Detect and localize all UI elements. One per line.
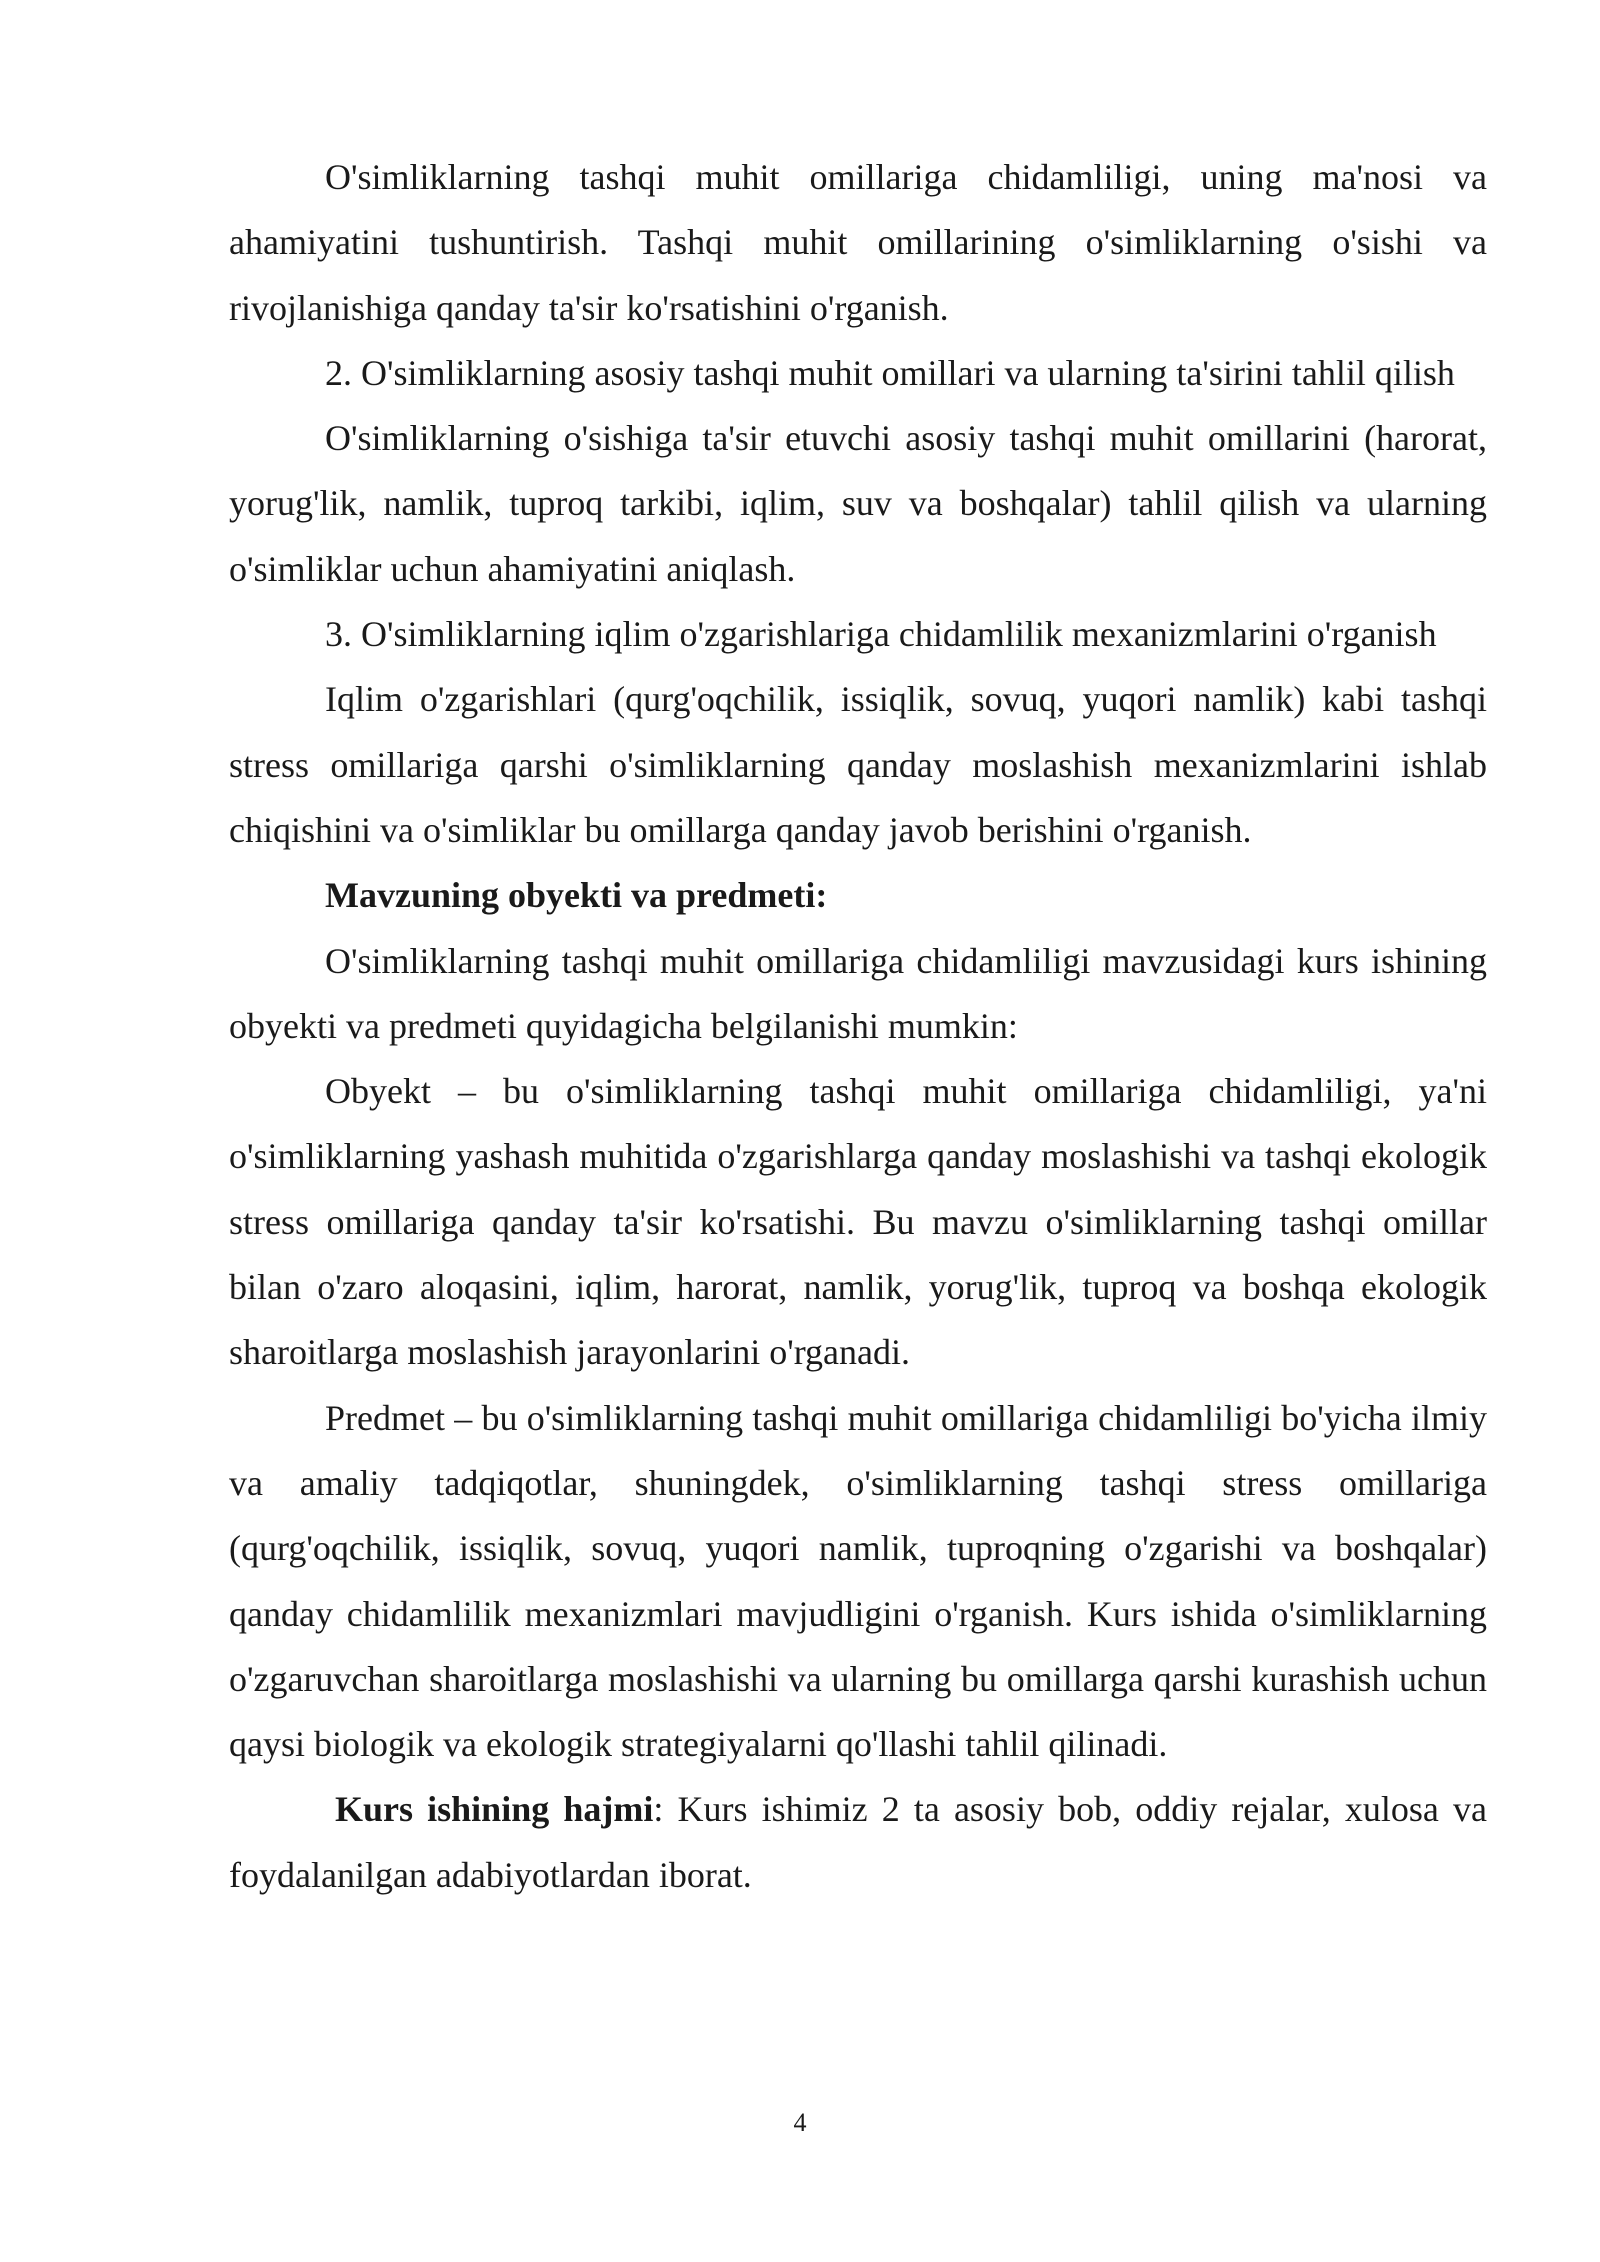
paragraph-task-2: O'simliklarning o'sishiga ta'sir etuvchi asosiy tashqi muhit omillarini (harorat, yorug'lik, namlik, tuproq tarkibi, iqlim, suv va boshqalar) tahlil qilish va ularning o'simliklar uchun ahamiyatini aniqlash. [229,418,1487,589]
task-2-heading: 2. O'simliklarning asosiy tashqi muhit omillari va ularning ta'sirini tahlil qilish [325,352,1455,393]
task-3-heading: 3. O'simliklarning iqlim o'zgarishlariga chidamlilik mexanizmlarini o'rganish [325,614,1437,655]
paragraph-course-volume [229,1777,1487,1908]
paragraph-object-subject-intro: O'simliklarning tashqi muhit omillariga chidamliligi mavzusidagi kurs ishining obyekti va predmeti quyidagicha belgilanishi mumkin: [229,940,1487,1046]
paragraph-task-3: Iqlim o'zgarishlari (qurg'oqchilik, issiqlik, sovuq, yuqori namlik) kabi tashqi stress omillariga qarshi o'simliklarning qanday moslashish mexanizmlarini ishlab chiqishini va o'simliklar bu omillarga qanday javob berishini o'rganish. [229,679,1487,850]
course-volume-text: Kurs ishimiz 2 ta asosiy bob, oddiy rejalar, xulosa va foydalanilgan adabiyotlardan iborat. [229,1789,1488,1895]
course-volume-label: Kurs ishining hajmi [335,1789,654,1830]
paragraph-purpose: O'simliklarning tashqi muhit omillariga chidamliligi, uning ma'nosi va ahamiyatini tushuntirish. Tashqi muhit omillarining o'simliklarning o'sishi va rivojlanishiga qanday ta'sir ko'rsatishini o'rganish. [229,157,1487,328]
object-subject-heading: Mavzuning obyekti va predmeti: [325,875,828,916]
page-text-body [229,145,1487,1908]
page-number: 4 [793,2108,807,2137]
paragraph-subject: Predmet – bu o'simliklarning tashqi muhit omillariga chidamliligi bo'yicha ilmiy va amaliy tadqiqotlar, shuningdek, o'simliklarning tashqi stress omillariga (qurg'oqchilik, issiqlik, sovuq, yuqori namlik, tuproqning o'zgarishi va boshqalar) qanday chidamlilik mexanizmlari mavjudligini o'rganish. Kurs ishida o'simliklarning o'zgaruvchan sharoitlarga moslashishi va ularning bu omillarga qarshi kurashish uchun qaysi biologik va ekologik strategiyalarni qo'llashi tahlil qilinadi. [229,1397,1487,1765]
paragraph-object: Obyekt – bu o'simliklarning tashqi muhit omillariga chidamliligi, ya'ni o'simliklarning yashash muhitida o'zgarishlarga qanday moslashishi va tashqi ekologik stress omillariga qanday ta'sir ko'rsatishi. Bu mavzu o'simliklarning tashqi omillar bilan o'zaro aloqasini, iqlim, harorat, namlik, yorug'lik, tuproq va boshqa ekologik sharoitlarga moslashish jarayonlarini o'rganadi. [229,1071,1487,1373]
course-volume-separator: : [653,1789,664,1830]
